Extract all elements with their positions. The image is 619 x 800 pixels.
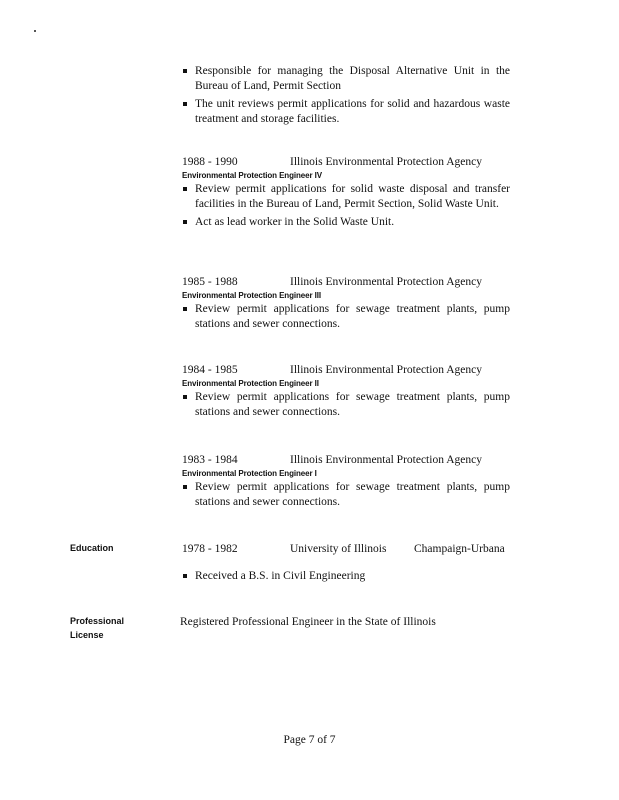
job-entry-1985 — [182, 274, 512, 335]
job-title: Environmental Protection Engineer II — [182, 379, 319, 388]
job-organization: Illinois Environmental Protection Agency — [290, 156, 482, 168]
stray-mark — [34, 30, 36, 32]
job-entry-1984 — [182, 362, 512, 423]
bullet-text: Received a B.S. in Civil Engineering — [195, 570, 366, 582]
license-label-line2: License — [70, 630, 104, 640]
bullet-text: Review permit applications for solid waste disposal and transfer facilities in the Bureau of Land, Permit Section, Solid Waste Unit. — [195, 183, 510, 210]
education-label: Education — [70, 543, 114, 553]
job-title: Environmental Protection Engineer III — [182, 291, 321, 300]
education-school: University of Illinois — [290, 543, 387, 555]
list-item — [182, 480, 510, 510]
job-years: 1988 - 1990 — [182, 156, 238, 168]
list-item — [182, 390, 510, 420]
list-item — [182, 302, 510, 332]
job-header — [182, 452, 512, 468]
list-item — [182, 215, 510, 230]
job-years: 1983 - 1984 — [182, 454, 238, 466]
bullet-text: Act as lead worker in the Solid Waste Unit. — [195, 216, 395, 228]
bullet-text: Review permit applications for sewage treatment plants, pump stations and sewer connections. — [195, 303, 510, 330]
bullet-text: Responsible for managing the Disposal Alternative Unit in the Bureau of Land, Permit Section — [195, 65, 510, 92]
education-location: Champaign-Urbana — [414, 543, 505, 555]
job-header — [182, 362, 512, 378]
job-header — [182, 154, 512, 170]
job-organization: Illinois Environmental Protection Agency — [290, 276, 482, 288]
bullet-icon — [183, 307, 187, 311]
bullet-text: Review permit applications for sewage treatment plants, pump stations and sewer connections. — [195, 481, 510, 508]
bullet-icon — [183, 485, 187, 489]
education-bullet-list — [182, 569, 510, 587]
bullet-icon — [183, 69, 187, 73]
license-label-line1: Professional — [70, 616, 125, 626]
job-entry-1983 — [182, 452, 512, 513]
job-years: 1985 - 1988 — [182, 276, 238, 288]
bullet-icon — [183, 187, 187, 191]
list-item — [182, 569, 510, 584]
list-item — [182, 97, 510, 127]
job-years: 1984 - 1985 — [182, 364, 238, 376]
job-title: Environmental Protection Engineer IV — [182, 171, 322, 180]
page-number: Page 7 of 7 — [283, 734, 336, 746]
bullet-icon — [183, 102, 187, 106]
job-title: Environmental Protection Engineer I — [182, 469, 317, 478]
job-bullet-list — [182, 390, 510, 420]
job-header — [182, 274, 512, 290]
job-bullet-list — [182, 480, 510, 510]
education-header — [182, 541, 522, 557]
job-bullet-list — [182, 302, 510, 332]
intro-bullet-list — [182, 64, 510, 130]
bullet-icon — [183, 395, 187, 399]
bullet-text: Review permit applications for sewage treatment plants, pump stations and sewer connections. — [195, 391, 510, 418]
license-text: Registered Professional Engineer in the State of Illinois — [180, 616, 436, 628]
bullet-icon — [183, 574, 187, 578]
job-bullet-list — [182, 182, 510, 230]
job-organization: Illinois Environmental Protection Agency — [290, 454, 482, 466]
job-organization: Illinois Environmental Protection Agency — [290, 364, 482, 376]
list-item — [182, 182, 510, 212]
list-item — [182, 64, 510, 94]
education-years: 1978 - 1982 — [182, 543, 238, 555]
bullet-icon — [183, 220, 187, 224]
license-label — [70, 614, 124, 642]
job-entry-1988 — [182, 154, 512, 233]
bullet-text: The unit reviews permit applications for solid and hazardous waste treatment and storage facilities. — [195, 98, 510, 125]
